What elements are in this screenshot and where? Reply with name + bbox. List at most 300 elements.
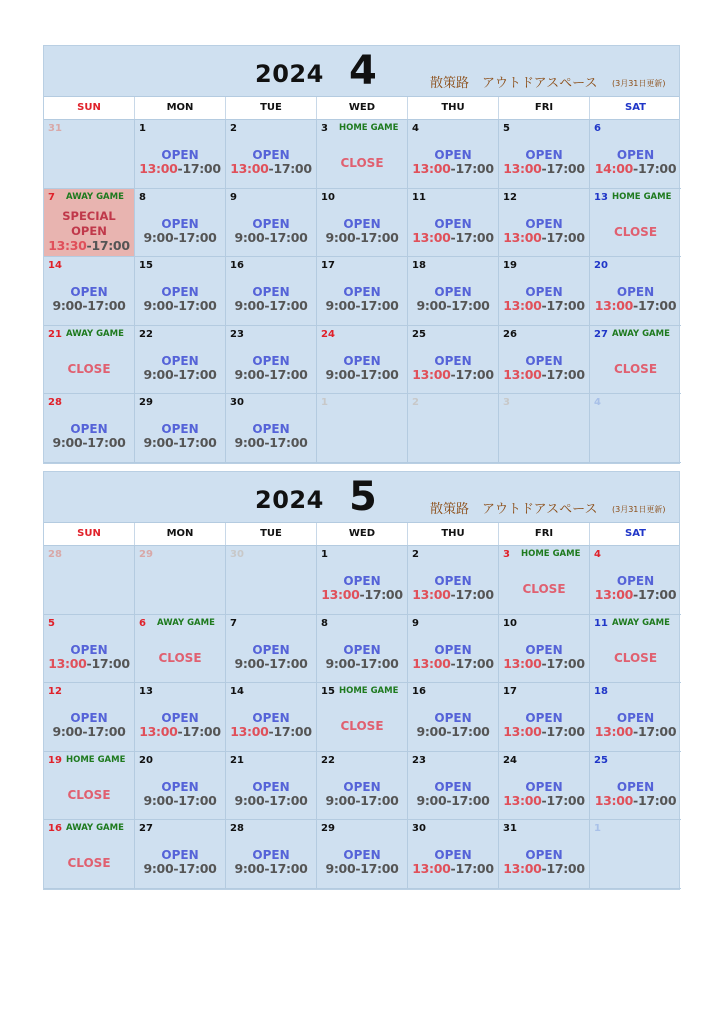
day-number: 18: [594, 686, 608, 698]
end-time: 17:00: [546, 861, 585, 877]
time-separator: -: [264, 435, 270, 451]
end-time: 17:00: [451, 724, 490, 740]
day-number: 20: [594, 260, 608, 272]
time-separator: -: [450, 366, 456, 382]
weekday-thu: THU: [408, 97, 499, 119]
open-status: OPEN: [161, 848, 199, 863]
day-number: 19: [48, 754, 62, 766]
day-cell: [317, 820, 408, 889]
day-grid: [44, 546, 679, 889]
day-number: 16: [230, 260, 244, 272]
start-time: 9:00: [234, 229, 265, 245]
start-time: 9:00: [52, 435, 83, 451]
open-status: OPEN: [161, 711, 199, 726]
day-cell: [226, 257, 317, 326]
start-time: 13:00: [412, 366, 451, 382]
weekday-tue: TUE: [226, 97, 317, 119]
day-number: 28: [48, 549, 62, 560]
end-time: 17:00: [455, 229, 494, 245]
open-status: OPEN: [434, 216, 472, 231]
time-separator: -: [264, 655, 270, 671]
end-time: 17:00: [455, 587, 494, 602]
calendar-april: [43, 45, 680, 464]
open-status: OPEN: [616, 574, 655, 588]
day-cell: [317, 189, 408, 258]
end-time: 17:00: [637, 298, 677, 314]
day-number: 2: [412, 397, 419, 409]
day-cell: [44, 120, 135, 189]
day-cell: [408, 326, 499, 395]
time-separator: -: [264, 298, 270, 314]
open-status: OPEN: [434, 353, 472, 368]
day-cell: [135, 615, 226, 684]
open-status: OPEN: [343, 848, 381, 863]
time-separator: -: [541, 861, 547, 877]
end-time: 17:00: [451, 792, 490, 808]
start-time: 9:00: [234, 861, 265, 877]
opening-hours: [408, 161, 498, 176]
end-time: 17:00: [546, 724, 585, 740]
day-number: 27: [594, 328, 608, 340]
start-time: 9:00: [234, 792, 265, 808]
day-number: 22: [139, 328, 153, 340]
time-separator: -: [177, 161, 183, 176]
end-time: 17:00: [269, 655, 308, 671]
start-time: 9:00: [143, 435, 174, 451]
start-time: 13:00: [48, 655, 87, 671]
opening-hours: [499, 861, 589, 876]
year-label: 2024: [255, 486, 324, 514]
opening-hours: [135, 724, 225, 739]
end-time: 17:00: [637, 161, 677, 176]
day-number: 1: [321, 549, 328, 560]
time-separator: -: [633, 298, 638, 314]
opening-hours: [408, 724, 498, 739]
time-separator: -: [450, 161, 456, 176]
open-status: OPEN: [616, 285, 655, 300]
opening-hours: [317, 656, 407, 671]
day-number: 2: [230, 123, 237, 134]
day-cell: [317, 683, 408, 752]
day-cell: [317, 546, 408, 615]
time-separator: -: [264, 861, 270, 877]
day-cell: [590, 394, 681, 463]
day-cell: [499, 546, 590, 615]
day-cell: [317, 120, 408, 189]
weekday-fri: FRI: [499, 97, 590, 119]
start-time: 13:30: [48, 237, 87, 253]
start-time: 9:00: [143, 229, 174, 245]
time-separator: -: [173, 792, 179, 808]
start-time: 9:00: [143, 792, 174, 808]
opening-hours: [408, 587, 498, 602]
day-cell: [226, 189, 317, 258]
start-time: 13:00: [139, 724, 178, 740]
day-cell: [44, 683, 135, 752]
day-cell: [44, 257, 135, 326]
start-time: 13:00: [503, 861, 542, 877]
day-number: 1: [139, 123, 146, 134]
end-time: 17:00: [360, 366, 399, 382]
day-number: 13: [139, 686, 153, 698]
open-status: OPEN: [252, 148, 290, 162]
opening-hours: [226, 230, 316, 245]
day-cell: [135, 820, 226, 889]
opening-hours: [135, 435, 225, 450]
day-cell: [317, 752, 408, 821]
start-time: 13:00: [503, 655, 542, 671]
day-number: 21: [230, 754, 244, 766]
day-number: 14: [230, 686, 244, 698]
game-tag: AWAY GAME: [66, 191, 124, 202]
day-cell: [499, 257, 590, 326]
start-time: 9:00: [325, 861, 356, 877]
close-status: CLOSE: [67, 787, 111, 802]
day-number: 6: [139, 617, 146, 629]
start-time: 13:00: [230, 724, 269, 740]
open-status: OPEN: [161, 148, 199, 162]
end-time: 17:00: [546, 655, 585, 671]
open-status: OPEN: [525, 285, 563, 300]
time-separator: -: [633, 724, 638, 740]
open-status: OPEN: [343, 574, 381, 588]
end-time: 17:00: [546, 792, 585, 808]
day-cell: [499, 120, 590, 189]
day-number: 17: [321, 260, 335, 272]
start-time: 9:00: [143, 298, 174, 314]
end-time: 17:00: [360, 229, 399, 245]
start-time: 13:00: [594, 792, 634, 808]
opening-hours: [408, 367, 498, 382]
month-label: 5: [349, 474, 377, 520]
day-number: 29: [139, 397, 153, 409]
game-tag: HOME GAME: [521, 549, 581, 559]
close-status: CLOSE: [340, 156, 384, 170]
weekday-mon: MON: [135, 97, 226, 119]
day-number: 29: [321, 823, 335, 835]
day-cell: [590, 820, 681, 889]
day-number: 30: [230, 549, 244, 560]
weekday-sat: SAT: [625, 102, 646, 113]
day-cell: [499, 752, 590, 821]
start-time: 13:00: [503, 161, 542, 176]
time-separator: -: [633, 587, 638, 602]
end-time: 17:00: [178, 229, 217, 245]
day-number: 1: [594, 823, 601, 835]
game-tag: HOME GAME: [66, 754, 126, 765]
time-separator: -: [82, 435, 88, 451]
end-time: 17:00: [269, 229, 308, 245]
open-status: OPEN: [525, 711, 563, 726]
day-number: 30: [412, 823, 426, 835]
open-status: OPEN: [434, 285, 472, 300]
day-cell: [408, 683, 499, 752]
time-separator: -: [268, 161, 274, 176]
opening-hours: [317, 298, 407, 313]
game-tag: AWAY GAME: [612, 328, 670, 339]
close-status: CLOSE: [340, 719, 384, 734]
open-status: OPEN: [343, 216, 381, 231]
start-time: 13:00: [139, 161, 178, 176]
end-time: 17:00: [546, 298, 585, 314]
opening-hours: [408, 793, 498, 808]
time-separator: -: [355, 655, 361, 671]
open-status: OPEN: [434, 574, 472, 588]
day-number: 3: [503, 397, 510, 409]
start-time: 13:00: [503, 366, 542, 382]
open-status: OPEN: [252, 285, 290, 300]
time-separator: -: [355, 366, 361, 382]
end-time: 17:00: [455, 366, 494, 382]
time-separator: -: [446, 724, 452, 740]
time-separator: -: [541, 792, 547, 808]
time-separator: -: [177, 724, 183, 740]
end-time: 17:00: [364, 587, 403, 602]
day-cell: [135, 257, 226, 326]
day-cell: [135, 546, 226, 615]
end-time: 17:00: [546, 161, 585, 176]
day-number: 28: [48, 397, 62, 409]
time-separator: -: [541, 724, 547, 740]
close-status: CLOSE: [613, 224, 658, 239]
day-cell: [408, 546, 499, 615]
time-separator: -: [173, 435, 179, 451]
day-cell: [135, 394, 226, 463]
opening-hours: [408, 861, 498, 876]
day-cell: [590, 546, 681, 615]
day-cell: [408, 394, 499, 463]
end-time: 17:00: [360, 792, 399, 808]
day-cell: [317, 257, 408, 326]
opening-hours: [135, 861, 225, 876]
opening-hours: [135, 298, 225, 313]
weekday-wed: WED: [317, 523, 408, 545]
time-separator: -: [86, 655, 92, 671]
opening-hours: [408, 230, 498, 245]
open-status: OPEN: [525, 216, 563, 231]
start-time: 9:00: [325, 229, 356, 245]
day-cell: [408, 615, 499, 684]
day-number: 24: [503, 754, 517, 766]
day-cell: [226, 326, 317, 395]
special-label: SPECIAL: [62, 208, 116, 223]
end-time: 17:00: [360, 861, 399, 877]
start-time: 9:00: [325, 366, 356, 382]
end-time: 17:00: [546, 366, 585, 382]
time-separator: -: [173, 366, 179, 382]
day-number: 14: [48, 260, 62, 272]
day-cell: [317, 326, 408, 395]
time-separator: -: [450, 587, 456, 602]
time-separator: -: [541, 655, 547, 671]
start-time: 13:00: [412, 655, 451, 671]
start-time: 9:00: [52, 724, 83, 740]
opening-hours: [408, 656, 498, 671]
day-number: 4: [412, 123, 419, 134]
day-cell: [226, 820, 317, 889]
weekday-header: [44, 97, 679, 120]
opening-hours: [317, 367, 407, 382]
day-cell: [135, 752, 226, 821]
open-status: OPEN: [252, 353, 290, 368]
weekday-sun: SUN: [44, 97, 135, 119]
opening-hours: [135, 161, 225, 176]
opening-hours: [226, 656, 316, 671]
time-separator: -: [173, 298, 179, 314]
day-number: 5: [503, 123, 510, 134]
end-time: 17:00: [87, 435, 126, 451]
end-time: 17:00: [273, 724, 312, 740]
open-status: OPEN: [343, 779, 381, 794]
day-cell: [590, 257, 681, 326]
opening-hours: [499, 298, 589, 313]
start-time: 9:00: [234, 655, 265, 671]
start-time: 13:00: [412, 861, 451, 877]
open-status: OPEN: [525, 353, 563, 368]
day-cell: [226, 120, 317, 189]
day-cell: [499, 394, 590, 463]
day-number: 29: [139, 549, 153, 560]
game-tag: HOME GAME: [339, 123, 399, 133]
day-cell: [408, 120, 499, 189]
calendar-header: [44, 46, 679, 97]
day-number: 17: [503, 686, 517, 698]
open-status: OPEN: [434, 848, 472, 863]
close-status: CLOSE: [613, 650, 658, 665]
opening-hours: [590, 793, 681, 808]
game-tag: HOME GAME: [612, 191, 672, 202]
end-time: 17:00: [455, 161, 494, 176]
day-cell: [499, 683, 590, 752]
day-cell: [44, 615, 135, 684]
day-number: 30: [230, 397, 244, 409]
time-separator: -: [264, 366, 270, 382]
day-cell: [408, 820, 499, 889]
day-cell: [590, 683, 681, 752]
day-grid: [44, 120, 679, 463]
day-cell: [590, 189, 681, 258]
day-cell: [44, 189, 135, 258]
day-number: 7: [230, 617, 237, 629]
open-status: OPEN: [161, 779, 199, 794]
time-separator: -: [264, 792, 270, 808]
end-time: 17:00: [178, 861, 217, 877]
opening-hours: [44, 724, 134, 739]
open-status: OPEN: [434, 711, 472, 726]
end-time: 17:00: [178, 435, 217, 451]
day-cell: [44, 394, 135, 463]
close-status: CLOSE: [67, 361, 111, 376]
end-time: 17:00: [269, 298, 308, 314]
end-time: 17:00: [91, 655, 130, 671]
start-time: 9:00: [234, 366, 265, 382]
open-status: OPEN: [252, 779, 290, 794]
opening-hours: [317, 230, 407, 245]
opening-hours: [499, 230, 589, 245]
end-time: 17:00: [451, 298, 490, 314]
start-time: 9:00: [52, 298, 83, 314]
opening-hours: [135, 367, 225, 382]
end-time: 17:00: [455, 655, 494, 671]
end-time: 17:00: [178, 792, 217, 808]
start-time: 13:00: [594, 298, 634, 314]
start-time: 9:00: [325, 792, 356, 808]
start-time: 13:00: [594, 724, 634, 740]
day-cell: [499, 189, 590, 258]
open-status: OPEN: [161, 353, 199, 368]
day-number: 23: [230, 328, 244, 340]
time-separator: -: [450, 229, 456, 245]
start-time: 13:00: [594, 587, 634, 602]
opening-hours: [44, 656, 134, 671]
time-separator: -: [359, 587, 365, 602]
opening-hours: [499, 724, 589, 739]
time-separator: -: [82, 298, 88, 314]
day-cell: [44, 546, 135, 615]
time-separator: -: [173, 229, 179, 245]
open-status: OPEN: [616, 148, 655, 162]
day-cell: [408, 752, 499, 821]
open-status: OPEN: [252, 711, 290, 726]
time-separator: -: [450, 655, 456, 671]
day-number: 6: [594, 123, 601, 134]
opening-hours: [226, 161, 316, 176]
open-status: OPEN: [434, 642, 472, 657]
day-number: 16: [48, 823, 62, 835]
end-time: 17:00: [269, 861, 308, 877]
day-cell: [135, 326, 226, 395]
day-number: 8: [139, 191, 146, 203]
weekday-sun: SUN: [44, 523, 135, 545]
time-separator: -: [446, 792, 452, 808]
start-time: 13:00: [503, 229, 542, 245]
day-cell: [226, 683, 317, 752]
open-status: OPEN: [343, 353, 381, 368]
day-number: 12: [48, 686, 62, 698]
time-separator: -: [633, 792, 638, 808]
opening-hours: [590, 587, 681, 602]
end-time: 17:00: [546, 229, 585, 245]
open-status: OPEN: [161, 422, 199, 437]
day-number: 5: [48, 617, 55, 629]
opening-hours: [226, 435, 316, 450]
opening-hours: [317, 587, 407, 602]
day-number: 31: [48, 123, 62, 134]
day-number: 10: [503, 617, 517, 629]
opening-hours: [590, 298, 681, 313]
open-status: OPEN: [252, 848, 290, 863]
start-time: 9:00: [416, 724, 447, 740]
day-number: 27: [139, 823, 153, 835]
special-open-label: OPEN: [71, 223, 107, 238]
time-separator: -: [541, 366, 547, 382]
time-separator: -: [450, 861, 456, 877]
open-status: OPEN: [616, 779, 655, 794]
opening-hours: [499, 793, 589, 808]
day-number: 2: [412, 549, 419, 560]
time-separator: -: [633, 161, 638, 176]
game-tag: AWAY GAME: [612, 617, 670, 628]
day-number: 20: [139, 754, 153, 766]
open-status: OPEN: [70, 642, 108, 657]
end-time: 17:00: [637, 724, 677, 740]
opening-hours: [135, 230, 225, 245]
day-number: 8: [321, 617, 328, 629]
start-time: 9:00: [325, 298, 356, 314]
day-number: 10: [321, 191, 335, 203]
day-number: 24: [321, 328, 335, 340]
end-time: 17:00: [455, 861, 494, 877]
